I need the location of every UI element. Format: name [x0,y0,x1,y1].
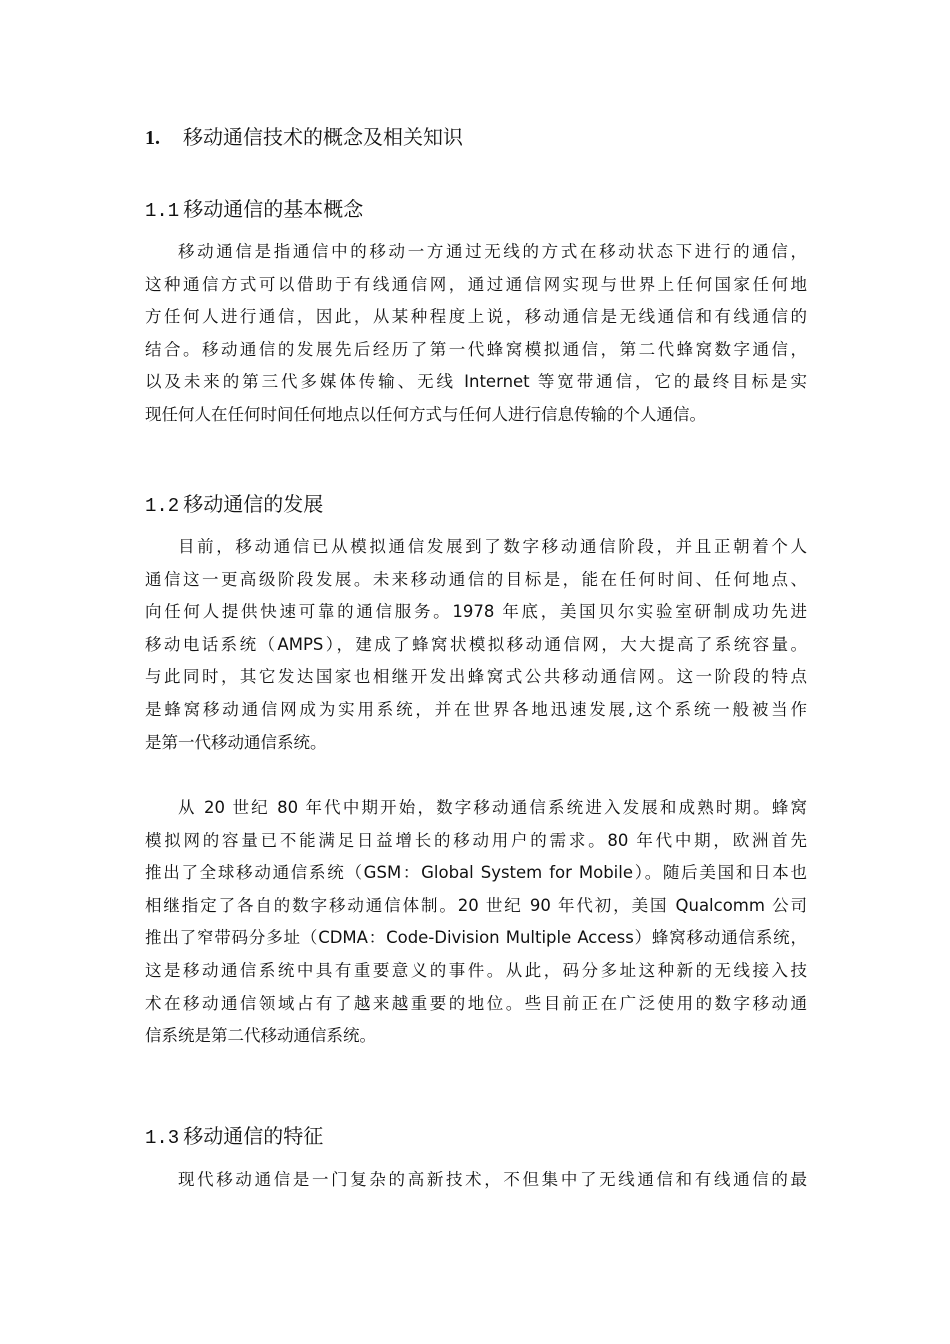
text-line: 术在移动通信领域占有了越来越重要的地位。些目前正在广泛使用的数字移动通 [145,993,807,1013]
text-line: 与此同时，其它发达国家也相继开发出蜂窝式公共移动通信网。这一阶段的特点 [145,667,807,687]
section-title: 移动通信的基本概念 [183,197,364,221]
text-line: 目前，移动通信已从模拟通信发展到了数字移动通信阶段，并且正朝着个人 [178,537,807,556]
text-line: 是第一代移动通信系统。 [145,732,327,752]
paragraph-1-2-a [145,531,807,759]
section-number: 1.3 [145,1127,180,1149]
chapter-heading [145,122,463,153]
chapter-number: 1. [145,127,160,149]
text-line: 这是移动通信系统中具有重要意义的事件。从此，码分多址这种新的无线接入技 [145,960,807,980]
text-line: 现代移动通信是一门复杂的高新技术，不但集中了无线通信和有线通信的最 [178,1170,807,1189]
section-title: 移动通信的特征 [183,1124,324,1148]
text-line: 从 20 世纪 80 年代中期开始，数字移动通信系统进入发展和成熟时期。蜂窝 [178,798,807,817]
paragraph-1-2-b [145,792,807,1053]
text-line: 方任何人进行通信，因此，从某种程度上说，移动通信是无线通信和有线通信的 [145,307,807,327]
paragraph-1-3 [145,1164,807,1197]
section-title: 移动通信的发展 [183,492,324,516]
text-line: 相继指定了各自的数字移动通信体制。20 世纪 90 年代初，美国 Qualcomm 公司 [145,895,807,915]
text-line: 通信这一更高级阶段发展。未来移动通信的目标是，能在任何时间、任何地点、 [145,569,807,589]
text-line: 现任何人在任何时间任何地点以任何方式与任何人进行信息传输的个人通信。 [145,404,706,424]
chapter-title: 移动通信技术的概念及相关知识 [183,125,463,149]
section-heading-1-3 [145,1121,323,1153]
text-line: 这种通信方式可以借助于有线通信网，通过通信网实现与世界上任何国家任何地 [145,274,807,294]
text-line: 以及未来的第三代多媒体传输、无线 Internet 等宽带通信，它的最终目标是实 [145,372,807,392]
text-line: 模拟网的容量已不能满足日益增长的移动用户的需求。80 年代中期，欧洲首先 [145,830,807,850]
section-number: 1.2 [145,495,180,517]
section-number: 1.1 [145,200,180,222]
text-line: 结合。移动通信的发展先后经历了第一代蜂窝模拟通信，第二代蜂窝数字通信， [145,339,807,359]
text-line: 是蜂窝移动通信网成为实用系统，并在世界各地迅速发展,这个系统一般被当作 [145,699,807,719]
section-heading-1-1 [145,194,363,226]
text-line: 移动通信是指通信中的移动一方通过无线的方式在移动状态下进行的通信， [178,242,807,261]
text-line: 信系统是第二代移动通信系统。 [145,1026,376,1046]
text-line: 移动电话系统（AMPS），建成了蜂窝状模拟移动通信网，大大提高了系统容量。 [145,634,807,654]
section-heading-1-2 [145,489,323,521]
text-line: 推出了窄带码分多址（CDMA：Code-Division Multiple Access）蜂窝移动通信系统， [145,928,807,948]
paragraph-1-1 [145,236,807,432]
text-line: 推出了全球移动通信系统（GSM：Global System for Mobile）。随后美国和日本也 [145,863,807,883]
text-line: 向任何人提供快速可靠的通信服务。1978 年底，美国贝尔实验室研制成功先进 [145,602,807,622]
